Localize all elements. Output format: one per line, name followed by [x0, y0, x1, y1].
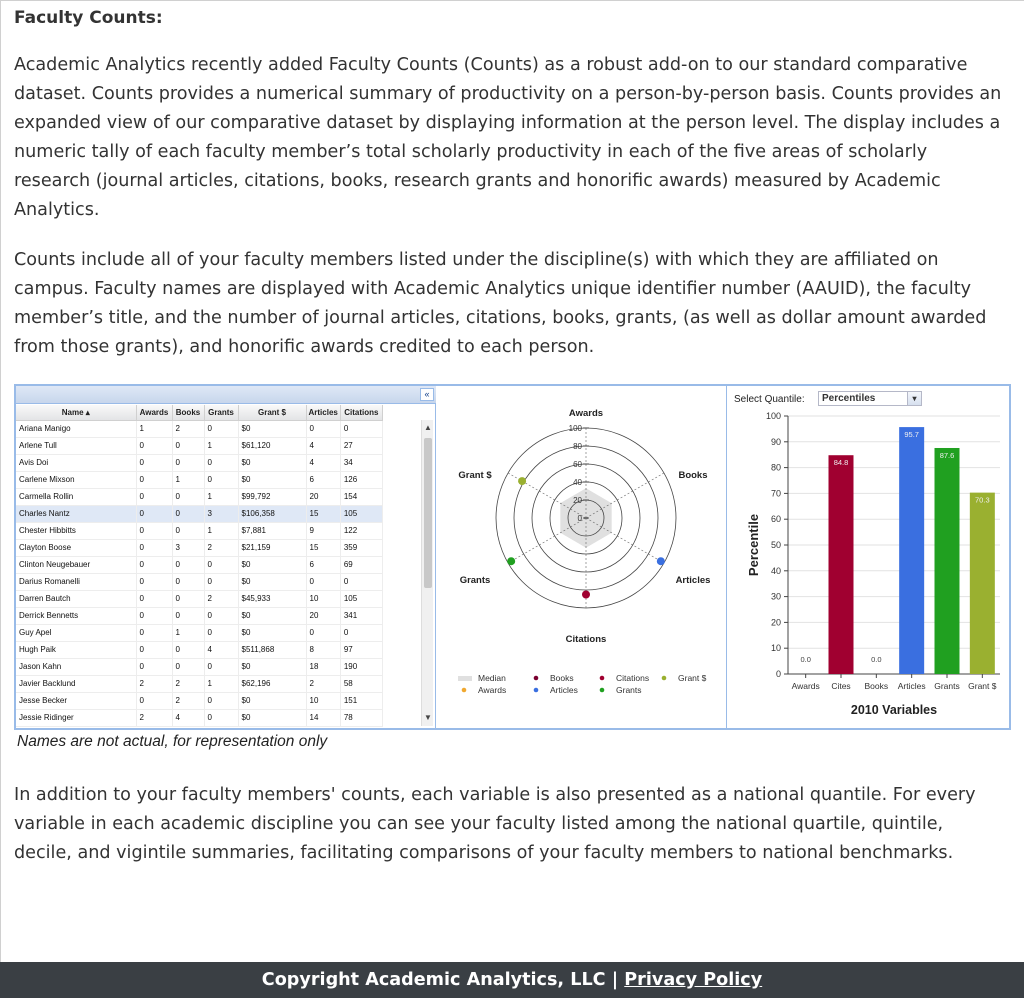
table-cell: 58: [340, 675, 382, 692]
legend-label: Citations: [616, 673, 650, 683]
table-cell: 0: [136, 505, 172, 522]
bar-value-label: 95.7: [904, 430, 919, 440]
y-tick-label: 80: [770, 462, 781, 473]
collapse-panel-button[interactable]: «: [420, 388, 434, 401]
table-row[interactable]: [16, 522, 382, 539]
table-row[interactable]: [16, 624, 382, 641]
table-row[interactable]: [16, 658, 382, 675]
grid-caption: Names are not actual, for representation only: [17, 733, 328, 750]
table-cell: 1: [204, 675, 238, 692]
faculty-grid-panel: [16, 386, 436, 728]
y-tick-label: 0: [775, 669, 781, 679]
table-cell: 18: [306, 658, 340, 675]
table-cell: 1: [172, 624, 204, 641]
table-cell: 0: [204, 692, 238, 709]
radar-point: [518, 477, 526, 485]
legend-swatch: [534, 676, 539, 681]
table-row[interactable]: [16, 556, 382, 573]
table-cell: 0: [172, 590, 204, 607]
quantile-select-label: Select Quantile:: [734, 394, 805, 405]
radar-tick-label: 40: [573, 478, 582, 487]
table-cell: 105: [340, 590, 382, 607]
privacy-policy-link[interactable]: Privacy Policy: [624, 970, 763, 990]
radar-axis-label: Grants: [459, 575, 491, 586]
table-cell: 0: [172, 641, 204, 658]
table-cell: 4: [172, 709, 204, 726]
table-cell: 0: [136, 556, 172, 573]
scroll-up-icon[interactable]: ▲: [424, 423, 432, 432]
table-cell: $0: [238, 709, 306, 726]
bar: [829, 455, 854, 674]
table-cell: 0: [172, 454, 204, 471]
bar: [970, 493, 995, 674]
table-cell: 1: [172, 471, 204, 488]
y-tick-label: 70: [770, 488, 781, 499]
table-cell: 1: [204, 488, 238, 505]
table-cell: 15: [306, 539, 340, 556]
table-cell: 0: [172, 607, 204, 624]
scroll-down-icon[interactable]: ▼: [424, 713, 432, 722]
table-cell: 0: [136, 454, 172, 471]
table-cell: 34: [340, 454, 382, 471]
table-cell: 10: [306, 590, 340, 607]
legend-label: Articles: [550, 685, 578, 695]
table-cell: 20: [306, 607, 340, 624]
table-cell: $21,159: [238, 539, 306, 556]
table-row[interactable]: [16, 692, 382, 709]
table-cell: 4: [306, 437, 340, 454]
intro-paragraph: Academic Analytics recently added Faculty Counts (Counts) as a robust add-on to our standard comparative dataset. Counts provides a numerical summary of productivity on a person-by-person basis. Counts provides an expanded view of our comparative dataset by displaying information at the person level. The display includes a numeric tally of each faculty member’s total scholarly productivity in each of the five areas of scholarly research (journal articles, citations, books, research grants and honorific awards) measured by Academic Analytics.: [14, 55, 1002, 220]
table-cell: 0: [340, 573, 382, 590]
table-cell: 0: [136, 658, 172, 675]
table-cell: 0: [136, 522, 172, 539]
table-cell: 0: [172, 505, 204, 522]
bar-value-label: 87.6: [939, 450, 955, 460]
counts-paragraph: Counts include all of your faculty members listed under the discipline(s) with which they are affiliated on campus. Faculty names are displayed with Academic Analytics unique identifier number (AAUID), the faculty member’s title, and the number of journal articles, citations, books, grants, (as well as dollar amount awarded from those grants), and honorific awards credited to each person.: [14, 250, 987, 357]
legend-label: Grant $: [678, 673, 707, 683]
table-cell: Jason Kahn: [16, 658, 136, 675]
table-cell: $99,792: [238, 488, 306, 505]
legend-label: Books: [550, 673, 574, 683]
table-cell: $61,120: [238, 437, 306, 454]
y-axis-title: Percentile: [746, 513, 761, 577]
table-cell: $0: [238, 420, 306, 437]
table-cell: 0: [136, 641, 172, 658]
table-cell: 0: [172, 488, 204, 505]
legend-label: Awards: [478, 685, 507, 695]
table-cell: 3: [172, 539, 204, 556]
table-cell: $0: [238, 607, 306, 624]
table-cell: $45,933: [238, 590, 306, 607]
radar-tick-label: 20: [573, 496, 582, 505]
radar-tick-label: 0: [577, 514, 582, 523]
radar-tick-label: 80: [573, 442, 582, 451]
copyright-text: Copyright Academic Analytics, LLC |: [261, 970, 625, 990]
radar-tick-label: 100: [568, 424, 582, 433]
legend-swatch: [600, 688, 605, 693]
quantile-select[interactable]: [818, 391, 922, 406]
table-cell: Derrick Bennetts: [16, 607, 136, 624]
table-cell: 78: [340, 709, 382, 726]
grid-scrollbar[interactable]: [421, 420, 433, 726]
table-cell: 0: [340, 420, 382, 437]
table-cell: Chester Hibbitts: [16, 522, 136, 539]
table-cell: Clinton Neugebauer: [16, 556, 136, 573]
table-cell: 2: [204, 539, 238, 556]
table-cell: 2: [172, 420, 204, 437]
bar-value-label: 70.3: [975, 495, 990, 505]
table-cell: 0: [136, 624, 172, 641]
radar-chart: [440, 386, 727, 728]
table-cell: $7,881: [238, 522, 306, 539]
table-cell: 151: [340, 692, 382, 709]
table-cell: 0: [136, 437, 172, 454]
table-cell: 105: [340, 505, 382, 522]
table-cell: 0: [306, 573, 340, 590]
table-row[interactable]: [16, 607, 382, 624]
table-cell: 0: [204, 471, 238, 488]
x-tick-label: Awards: [791, 681, 820, 691]
table-cell: 2: [136, 709, 172, 726]
table-cell: 2: [306, 675, 340, 692]
y-tick-label: 40: [770, 565, 781, 576]
table-cell: 0: [172, 437, 204, 454]
legend-swatch: [534, 688, 539, 693]
radar-point: [582, 591, 590, 599]
radar-axis-label: Grant $: [458, 470, 492, 481]
table-cell: 0: [136, 488, 172, 505]
radar-tick-label: 60: [573, 460, 582, 469]
table-cell: $62,196: [238, 675, 306, 692]
table-cell: 27: [340, 437, 382, 454]
radar-point: [507, 557, 515, 565]
column-header-awards[interactable]: Awards: [136, 405, 172, 420]
legend-swatch: [600, 676, 605, 681]
table-row[interactable]: [16, 488, 382, 505]
table-cell: Jesse Becker: [16, 692, 136, 709]
y-tick-label: 50: [770, 540, 781, 550]
bar-value-label: 0.0: [800, 655, 811, 664]
table-row[interactable]: [16, 420, 382, 437]
table-cell: 126: [340, 471, 382, 488]
table-cell: Ariana Manigo: [16, 420, 136, 437]
table-cell: Avis Doi: [16, 454, 136, 471]
y-tick-label: 20: [770, 617, 781, 628]
y-tick-label: 30: [770, 591, 781, 602]
table-cell: $0: [238, 658, 306, 675]
table-row[interactable]: [16, 539, 382, 556]
table-cell: 0: [172, 658, 204, 675]
table-cell: 0: [204, 454, 238, 471]
table-cell: 0: [204, 658, 238, 675]
table-cell: 359: [340, 539, 382, 556]
faculty-table: [16, 405, 383, 727]
table-cell: 1: [136, 420, 172, 437]
table-row[interactable]: [16, 454, 382, 471]
table-cell: $106,358: [238, 505, 306, 522]
table-cell: Clayton Boose: [16, 539, 136, 556]
percentile-chart-panel: [728, 386, 1009, 728]
table-cell: 0: [172, 522, 204, 539]
table-cell: 4: [204, 641, 238, 658]
table-cell: 122: [340, 522, 382, 539]
table-cell: 0: [172, 556, 204, 573]
table-cell: 0: [136, 471, 172, 488]
table-row[interactable]: [16, 675, 382, 692]
table-cell: Arlene Tull: [16, 437, 136, 454]
table-cell: 0: [136, 590, 172, 607]
bar: [899, 427, 924, 674]
table-cell: 0: [340, 624, 382, 641]
footer: [0, 962, 1024, 998]
radar-axis-label: Awards: [568, 408, 604, 419]
scroll-thumb[interactable]: [424, 438, 432, 588]
legend-swatch: [662, 676, 667, 681]
table-cell: $0: [238, 624, 306, 641]
table-cell: Jessie Ridinger: [16, 709, 136, 726]
table-row[interactable]: [16, 471, 382, 488]
table-row[interactable]: [16, 641, 382, 658]
table-cell: 3: [204, 505, 238, 522]
column-header-grants[interactable]: Grants: [204, 405, 238, 420]
faculty-counts-widget: [14, 384, 1011, 730]
x-tick-label: Books: [864, 681, 889, 691]
table-cell: 97: [340, 641, 382, 658]
table-cell: 0: [204, 607, 238, 624]
table-cell: 0: [204, 556, 238, 573]
table-cell: 9: [306, 522, 340, 539]
table-cell: 0: [136, 692, 172, 709]
legend-label: Grants: [616, 685, 642, 695]
table-cell: 1: [204, 437, 238, 454]
table-cell: 341: [340, 607, 382, 624]
table-cell: Hugh Paik: [16, 641, 136, 658]
radar-point: [657, 557, 665, 565]
legend-swatch: [462, 688, 467, 693]
table-row[interactable]: [16, 590, 382, 607]
x-tick-label: Cites: [831, 681, 851, 691]
table-cell: Guy Apel: [16, 624, 136, 641]
y-tick-label: 10: [770, 643, 781, 654]
radar-axis-label: Books: [678, 470, 708, 481]
radar-axis-label: Citations: [565, 634, 607, 645]
table-cell: Carmella Rollin: [16, 488, 136, 505]
quantile-select-value: Percentiles: [822, 393, 876, 404]
table-cell: 0: [204, 420, 238, 437]
chevron-down-icon[interactable]: ▾: [907, 392, 921, 405]
y-tick-label: 100: [765, 411, 781, 421]
table-row[interactable]: [16, 709, 382, 726]
column-header-articles[interactable]: Articles: [306, 405, 340, 420]
table-cell: 15: [306, 505, 340, 522]
table-cell: 0: [306, 624, 340, 641]
x-tick-label: Articles: [897, 681, 926, 691]
y-tick-label: 60: [770, 514, 781, 525]
x-axis-title: 2010 Variables: [850, 703, 938, 717]
table-cell: $0: [238, 454, 306, 471]
x-tick-label: Grant $: [968, 681, 997, 691]
radar-axis-label: Articles: [675, 575, 711, 586]
column-header-books[interactable]: Books: [172, 405, 204, 420]
percentile-bar-chart: [728, 386, 1009, 728]
table-cell: $0: [238, 556, 306, 573]
table-cell: 2: [172, 675, 204, 692]
table-cell: 0: [136, 539, 172, 556]
table-cell: 6: [306, 471, 340, 488]
table-cell: 2: [172, 692, 204, 709]
x-tick-label: Grants: [934, 681, 960, 691]
table-cell: 2: [136, 675, 172, 692]
table-cell: $511,868: [238, 641, 306, 658]
table-cell: Carlene Mixson: [16, 471, 136, 488]
table-cell: $0: [238, 471, 306, 488]
legend-label: Median: [478, 673, 506, 683]
table-cell: 69: [340, 556, 382, 573]
table-cell: Javier Backlund: [16, 675, 136, 692]
table-cell: 0: [172, 573, 204, 590]
table-cell: 0: [136, 607, 172, 624]
table-cell: 8: [306, 641, 340, 658]
table-cell: 0: [204, 624, 238, 641]
table-cell: $0: [238, 692, 306, 709]
table-cell: 20: [306, 488, 340, 505]
table-cell: 14: [306, 709, 340, 726]
table-row[interactable]: [16, 505, 382, 522]
bar-value-label: 84.8: [833, 458, 849, 468]
page-title: Faculty Counts:: [14, 8, 163, 28]
table-cell: Charles Nantz: [16, 505, 136, 522]
table-cell: 154: [340, 488, 382, 505]
column-header-grant[interactable]: Grant $: [238, 405, 306, 420]
y-tick-label: 90: [770, 436, 781, 447]
column-header-citations[interactable]: Citations: [340, 405, 382, 420]
table-cell: 190: [340, 658, 382, 675]
table-cell: 0: [136, 573, 172, 590]
grid-toolbar: [16, 386, 436, 404]
table-cell: 10: [306, 692, 340, 709]
table-cell: Darius Romanelli: [16, 573, 136, 590]
table-cell: 1: [204, 522, 238, 539]
bar-value-label: 0.0: [871, 655, 882, 664]
table-cell: 0: [306, 420, 340, 437]
table-row[interactable]: [16, 437, 382, 454]
table-cell: 0: [204, 709, 238, 726]
table-cell: 6: [306, 556, 340, 573]
column-header-name[interactable]: Name ▴: [16, 405, 136, 420]
table-cell: Darren Bautch: [16, 590, 136, 607]
radar-chart-panel: [440, 386, 727, 728]
table-cell: 0: [204, 573, 238, 590]
bar: [935, 448, 960, 674]
table-cell: 4: [306, 454, 340, 471]
table-row[interactable]: [16, 573, 382, 590]
legend-swatch: [458, 676, 472, 681]
table-cell: $0: [238, 573, 306, 590]
table-cell: 2: [204, 590, 238, 607]
quantile-paragraph: In addition to your faculty members' counts, each variable is also presented as a national quantile. For every variable in each academic discipline you can see your faculty listed among the national quartile, quintile, decile, and vigintile summaries, facilitating comparisons of your faculty members to national benchmarks.: [14, 785, 976, 863]
